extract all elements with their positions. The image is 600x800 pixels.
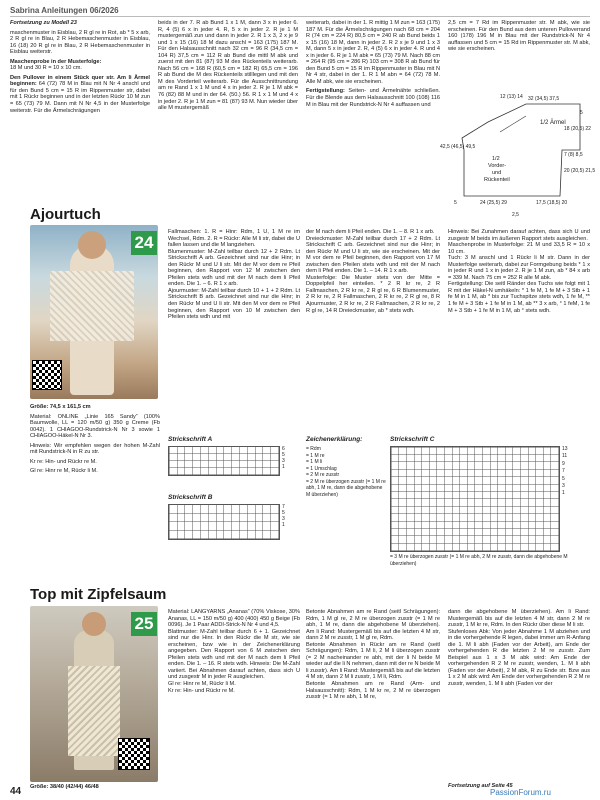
legend-item: = 1 M li: [306, 459, 323, 465]
legend-title: Zeichenerklärung:: [306, 436, 363, 443]
chart-c-row: 3: [562, 483, 565, 490]
top-column-4: 2,5 cm = 7 Rd im Rippenmuster str. M abk, wie sie erscheinen. Für den Bund aus dem unteren Pulloverrand 160 (178) 196 M in Blau mit der Rundstrick-N Nr 4 auffassen und 5 cm = 15 Rd im Rippenmuster str. M abk, wie sie erscheinen.: [448, 20, 590, 53]
legend-item: = 2 M re überzogen zusstr (= 1 M re abh, 1 M re, dann die abgehobene M überziehen): [306, 478, 386, 498]
chart-a-row: 5: [282, 452, 285, 458]
chart-c-row: 11: [562, 453, 568, 460]
sweater-schematic: [440, 92, 596, 222]
chart-a-row: 6: [282, 446, 285, 452]
top2-size: Größe: 38/40 (42/44) 46/48: [30, 784, 99, 790]
top-col1-intro: maschenmuster in Eisblau, 2 R gl re in Rot, ab * 5 x arb, 2 R gl re in Blau, 2 R Hebemaschenmuster in Eisblau, 16 (18) 20 R gl re in Blau, 2 R Hebemaschenmuster in Eisblau weiterstr.: [10, 29, 150, 56]
chart-c-row: 9: [562, 460, 565, 467]
chart-c-row: 1: [562, 490, 565, 497]
watermark: PassionForum.ru: [490, 788, 551, 797]
top2-column-2: Material: LANGYARNS „Ananas“ (70% Viskose, 30% Ananas, LL = 150 m/50 g) 400 (400) 450 g Beige (Fb 0096). Je 1 Paar ADDI-Strick-N Nr 4 und 4,5. Blattmuster: M-Zahl teilbar durch 6 + 1. Gezeichnet sind nur die Hinr. In den Rückr die M str, wie sie erscheinen, bzw wie in der Zeichenerklärung angegeben. Den Rapport von 6 M zwischen den Pfeilen stets wdh und mit der M nach dem li Pfeil enden. Die 1. – 16. R stets wdh. Hinweis: Die M-Zahl variiert. Bei Abnahmen darauf achten, dass sich U und zusgestr M in jeder R ausgleichen. Gl re: Hinr re M, Rückr li M. Kr re: Hin- und Rückr re M.: [168, 609, 300, 694]
legend-item: = 2 M re zusstr: [306, 472, 340, 478]
body-label-1: 1/2: [492, 156, 500, 162]
ajour-kr: Kr re: Hin- und Rückr re M.: [30, 458, 97, 465]
top-column-2: beids in der 7. R ab Bund 1 x 1 M, dann 3 x in jeder 6. R, 4 (5) 6 x in jeder 4. R, 5 x in jeder 2. R je 1 M mustergemäß zun und dann in jeder 2. R 1 x 3, 2 x je 9 und 1 x 15 (16) 18 M dazu anschl = 163 (175) 187 M. Für den Halsausschnitt nach 32 cm = 96 R (34,5 cm = 104 R) 37,5 cm = 112 R ab Bund die mittl M abk und zuerst mit den 81 (87) 93 M des Rückenteils weiterarb. Nach 56 cm = 168 R (60,5 cm = 182 R) 65,5 cm = 196 R ab Bund die M des Rückenteils stilllegen und mit den M des Vorderteil weiterarb. Für die Ausschnittrundung am re Rand 1 x 1 M und 4 x in jeder 2. R je 1 M abk = 76 (82) 88 M und in der 64. (50.) 56. R 1 x 1 M und 4 x in jeder 2. R je 1 M zun = 81 (87) 93 M. Nun wieder über alle M mustergemäß: [158, 20, 298, 112]
ajour-qr-code[interactable]: [32, 360, 62, 390]
measure-10: 17,5 (18,5) 20: [536, 200, 568, 206]
ajour-number-badge: 24: [131, 231, 157, 255]
legend-item: = 1 Umschlag: [306, 465, 337, 472]
legend-extra: = 3 M re überzogen zusstr (= 1 M re abh, 2 M re zusstr, dann die abgehobene M überziehen): [390, 554, 568, 567]
chart-b-row-labels: [282, 504, 285, 528]
top-col3-p1: weiterarb, dabei in der 1. R mittig 1 M zun = 163 (175) 187 M. Für die Ärmelschrägungen nach 68 cm = 204 R (74 cm = 224 R) 80,5 cm = 240 R ab Bund beids 1 x 15 (16) 18 M, dann in jeder 2. R 2 x je 9 und 1 x 3 M, dann 5 x in jeder 2. R, 4 (5) 6 x in jeder 4. R und 4 x in jeder 6. R je 1 M abk = 65 (73) 79 M. Nach 88 cm = 264 R (95 cm = 286 R) 103 cm = 308 R ab Bund für den Bund 5 cm = 15 R im Rippenmuster in Blau mit N Nr 4 str, dabei in der 1. R 1 M abn = 64 (72) 78 M. Alle M abk, wie sie erscheinen.: [306, 20, 440, 85]
body-label-3: und: [492, 170, 502, 176]
measure-8: 5: [454, 200, 457, 206]
chart-c-row: 13: [562, 446, 568, 452]
shawl-shape: [50, 271, 134, 341]
ajour-column-2: Fallmaschen: 1. R = Hinr: Rdm, 1 U, 1 M re im Wechsel, Rdm. 2. R = Rückr: Alle M li str, dabei die U fallen lassen und die M langziehen. Blumenmuster: M-Zahl teilbar durch 12 + 2 Rdm. Lt Strickschrift A arb. Gezeichnet sind nur die Hinr; in den Rückr M und U li str. Mit der M vor dem re Pfeil beginnen, den Rapport von 12 M zwischen den Pfeilen stets wdh und mit der M nach dem li Pfeil enden. Die 1. – 6. R 1 x arb. Ajourmuster: M-Zahl teilbar durch 10 + 1 + 2 Rdm. Lt Strickschrift B arb. Gezeichnet sind nur die Hinr; in den Rückr M und U li str. Mit den M vor dem re Pfeil beginnen, den Rapport von 10 M zwischen den Pfeilen stets wdh und mit: [168, 229, 300, 321]
chart-a-row: 1: [282, 464, 285, 470]
body-label-2: Vorder-: [488, 163, 507, 169]
page-number: 44: [10, 786, 22, 797]
measure-11: 2,5: [512, 212, 519, 218]
measure-2: 32 (34,5) 37,5: [528, 96, 560, 102]
chart-c-row: 7: [562, 468, 565, 475]
model-head: [78, 231, 106, 259]
measure-1: 12 (13) 14: [500, 94, 523, 100]
top-col1-p2: 64 (72) 78 M in Blau mit N Nr 4 anschl und für den Bund 5 cm = 15 R im Rippenmuster str, dabei mit 1 Rückr beginnen und in der letzten Rückr 10 M zun = 65 (73) 79 M. Dann mit N Nr 4,5 in der Musterfolge weiterstr. Für die Ärmelschrägungen: [10, 81, 150, 114]
chart-b-title: Strickschrift B: [168, 494, 213, 501]
header-divider: [10, 16, 590, 17]
ajour-material: Material: ONLINE „Linie 165 Sandy“ (100% Baumwolle, LL = 120 m/50 g) 350 g Creme (Fb 0042). 1 CHIAGOO-Rundstrick-N Nr 3 sowie 1 CHIAGOO-Häkel-N Nr 3.: [30, 413, 160, 440]
ajour-column-4: Hinweis: Bei Zunahmen darauf achten, dass sich U und zusgestr M beids im äußeren Rapport stets ausgleichen. Maschenprobe in Musterfolge: 21 M und 33,5 R = 10 x 10 cm. Tuch: 3 M anschl und 1 Rückr li M str. Dann in der Musterfolge weiterarb, dabei zur Formgebung beids * 1 x in jeder R und 1 x in jeder 2. R je 1 M zun, ab * 84 x arb = 339 M. Nach 75 cm = 252 R alle M abk. Fertigstellung: Die seitl Ränder des Tuchs wie folgt mit 1 R mit der Häkel-N umhäkeln: * 1 fe M, 1 fe M + 3 Stb + 1 fe M in 1 M, ab * bis zur Tuchspitze stets wdh, 1 fe M, ** 1 fe M + 3 Stb + 1 fe M in 1 M, ab ** 3 x arb, ° 1 feM, 1 fe M + 3 Stb + 1 fe M in 1 M, ab ° stets wdh.: [448, 229, 590, 314]
sleeve-seam: [500, 116, 526, 132]
legend-list: [306, 446, 386, 498]
measure-7: 42,5 (46,5) 49,5: [440, 144, 476, 150]
ajour-column-3: der M nach dem li Pfeil enden. Die 1. – 8. R 1 x arb. Dreieckmuster: M-Zahl teilbar durch 17 + 2 Rdm. Lt Strickschrift C arb. Gezeichnet sind nur die Hinr; in den Rückr M und U li str, wie sie erscheinen. Mit der M vor dem re Pfeil beginnen, den Rapport von 17 M zwischen den Pfeilen stets wdh und mit der M nach dem li Pfeil enden. Die 1. – 14. R 1 x arb. Musterfolge: Die Muster stets von der Mitte = Doppelpfeil her einteilen. * 2 R kr re, 2 R Fallmaschen, 2 R kr re, 2 R gl re, 6 R Blumenmuster, 2 R kr re, 2 R Fallmaschen, 2 R kr re, 2 R gl re, 8 R Ajourmuster, 2 R kr re, 2 R Fallmaschen, 2 R kr re, 2 R gl re, 14 R Dreieckmuster, ab * stets wdh.: [306, 229, 440, 314]
top2-number-badge: 25: [131, 612, 157, 636]
sweater-outline: [462, 104, 580, 196]
top2-qr-code[interactable]: [118, 738, 150, 770]
top-col1-h2: Den Pullover in einem Stück quer str. Am li Ärmel beginnen:: [10, 74, 150, 88]
chart-a-row: 3: [282, 458, 285, 464]
ajour-column-1: [30, 404, 160, 478]
chart-c-cells: [390, 446, 560, 552]
chart-c-row: 5: [562, 475, 565, 482]
chart-c-title: Strickschrift C: [390, 436, 435, 443]
ajour-size: Größe: 74,5 x 161,5 cm: [30, 404, 91, 410]
top2-title: Top mit Zipfelsaum: [30, 586, 167, 603]
chart-b-row: 7: [282, 504, 285, 510]
ajour-note: Hinweis: Wir empfehlen wegen der hohen M-Zahl mit Rundstrick-N in R zu str.: [30, 442, 160, 456]
chart-b-row: 5: [282, 510, 285, 516]
magazine-header: Sabrina Anleitungen 06/2026: [10, 6, 119, 15]
measure-6: 20 (20,5) 21,5: [564, 168, 596, 174]
continued-label: Fortsetzung zu Modell 23: [10, 20, 77, 26]
top-col3-p2: Seiten- und Ärmelnähte schließen. Für die Blende aus dem Halsausschnitt 100 (108) 116 M in Blau mit der Rundstrick-N Nr 4 auffassen und: [306, 88, 440, 108]
legend-item: = 1 M re: [306, 452, 325, 459]
top2-column-3: Betonte Abnahmen am re Rand (seitl Schrägungen): Rdm, 1 M gl re, 2 M re überzogen zusstr (= 1 M re abh, 1 M re, dann die abgehobene M überziehen). Am li Rand: Mustergemäß bis auf die letzten 4 M str, dann 2 M re zusstr, 1 M gl re, Rdm. Betonte Abnahmen in Rückr am re Rand (seitl Schrägungen): Rdm, 1 M li, 2 M li überzogen zusstr (= 2 M nacheinander re abh, mit der li N beide M wieder auf die li N nehmen, dann mit der re N beide M li zusstr). Am li Rand: Mustergemäß bis auf die letzten 4 M str, dann 2 M li zusstr, 1 M li, Rdm. Betonte Abnahmen am re Rand (Arm- und Halsausschnitt): Rdm, 1 M kr re, 2 M re überzogen zusstr (= 1 M re abh, 1 M re,: [306, 609, 441, 701]
chart-b-row: 1: [282, 522, 285, 528]
top-garment: [68, 666, 120, 756]
top2-column-4: dann die abgehobene M überziehen). Am li Rand: Mustergemäß bis auf die letzten 4 M str, dann 2 M re zusstr, 1 M kr re, Rdm. In den Rückr über diese M li str. Stufenloses Abk: Von jeder Abnahme 1 M abziehen und in die vorhergehende R legen, dabei immer am R-Anfang die 1. M li abh (Faden vor der Arbeit), am Ende der vorhergehenden R die letzten 2 M re zusstr. Zum Beispiel aus 1 x 3 M abk wird: Am Ende der vorhergehenden R 2 M re zusstr, wenden, 1. M li abh (Faden vor der Arbeit), 2 M abk, R zu Ende str. Bzw aus 1 x 2 M abk wird: Am Ende der vorhergehenden R 2 M re zusstr, wenden, 1. M li abh (Faden vor der: [448, 609, 590, 688]
chart-b-row: 3: [282, 516, 285, 522]
chart-a-row-labels: [282, 446, 285, 470]
measure-3: 5: [580, 110, 583, 116]
chart-a-cells: [168, 446, 280, 476]
body-label-4: Rückenteil: [484, 177, 510, 183]
top-col1-p1: 18 M und 30 R = 10 x 10 cm.: [10, 65, 82, 72]
measure-4: 18 (20,5) 22: [564, 126, 591, 132]
top2-continues: Fortsetzung auf Seite 45: [448, 783, 513, 789]
top-column-1: [10, 20, 150, 117]
sleeve-label: 1/2 Ärmel: [540, 120, 566, 126]
chart-c-row-labels: [562, 446, 568, 498]
measure-5: 7 (8) 8,5: [564, 152, 583, 158]
chart-b-cells: [168, 504, 280, 540]
chart-a-title: Strickschrift A: [168, 436, 213, 443]
top-col1-h1: Maschenprobe in der Musterfolge:: [10, 58, 102, 65]
model-head: [82, 612, 106, 636]
ajour-gl: Gl re: Hinr re M, Rückr li M.: [30, 468, 98, 475]
ajour-title: Ajourtuch: [30, 206, 101, 223]
top-col3-h: Fertigstellung:: [306, 88, 345, 95]
legend-item: = Rdm: [306, 446, 321, 452]
measure-9: 24 (25,5) 29: [480, 200, 507, 206]
top-column-3: [306, 20, 440, 111]
